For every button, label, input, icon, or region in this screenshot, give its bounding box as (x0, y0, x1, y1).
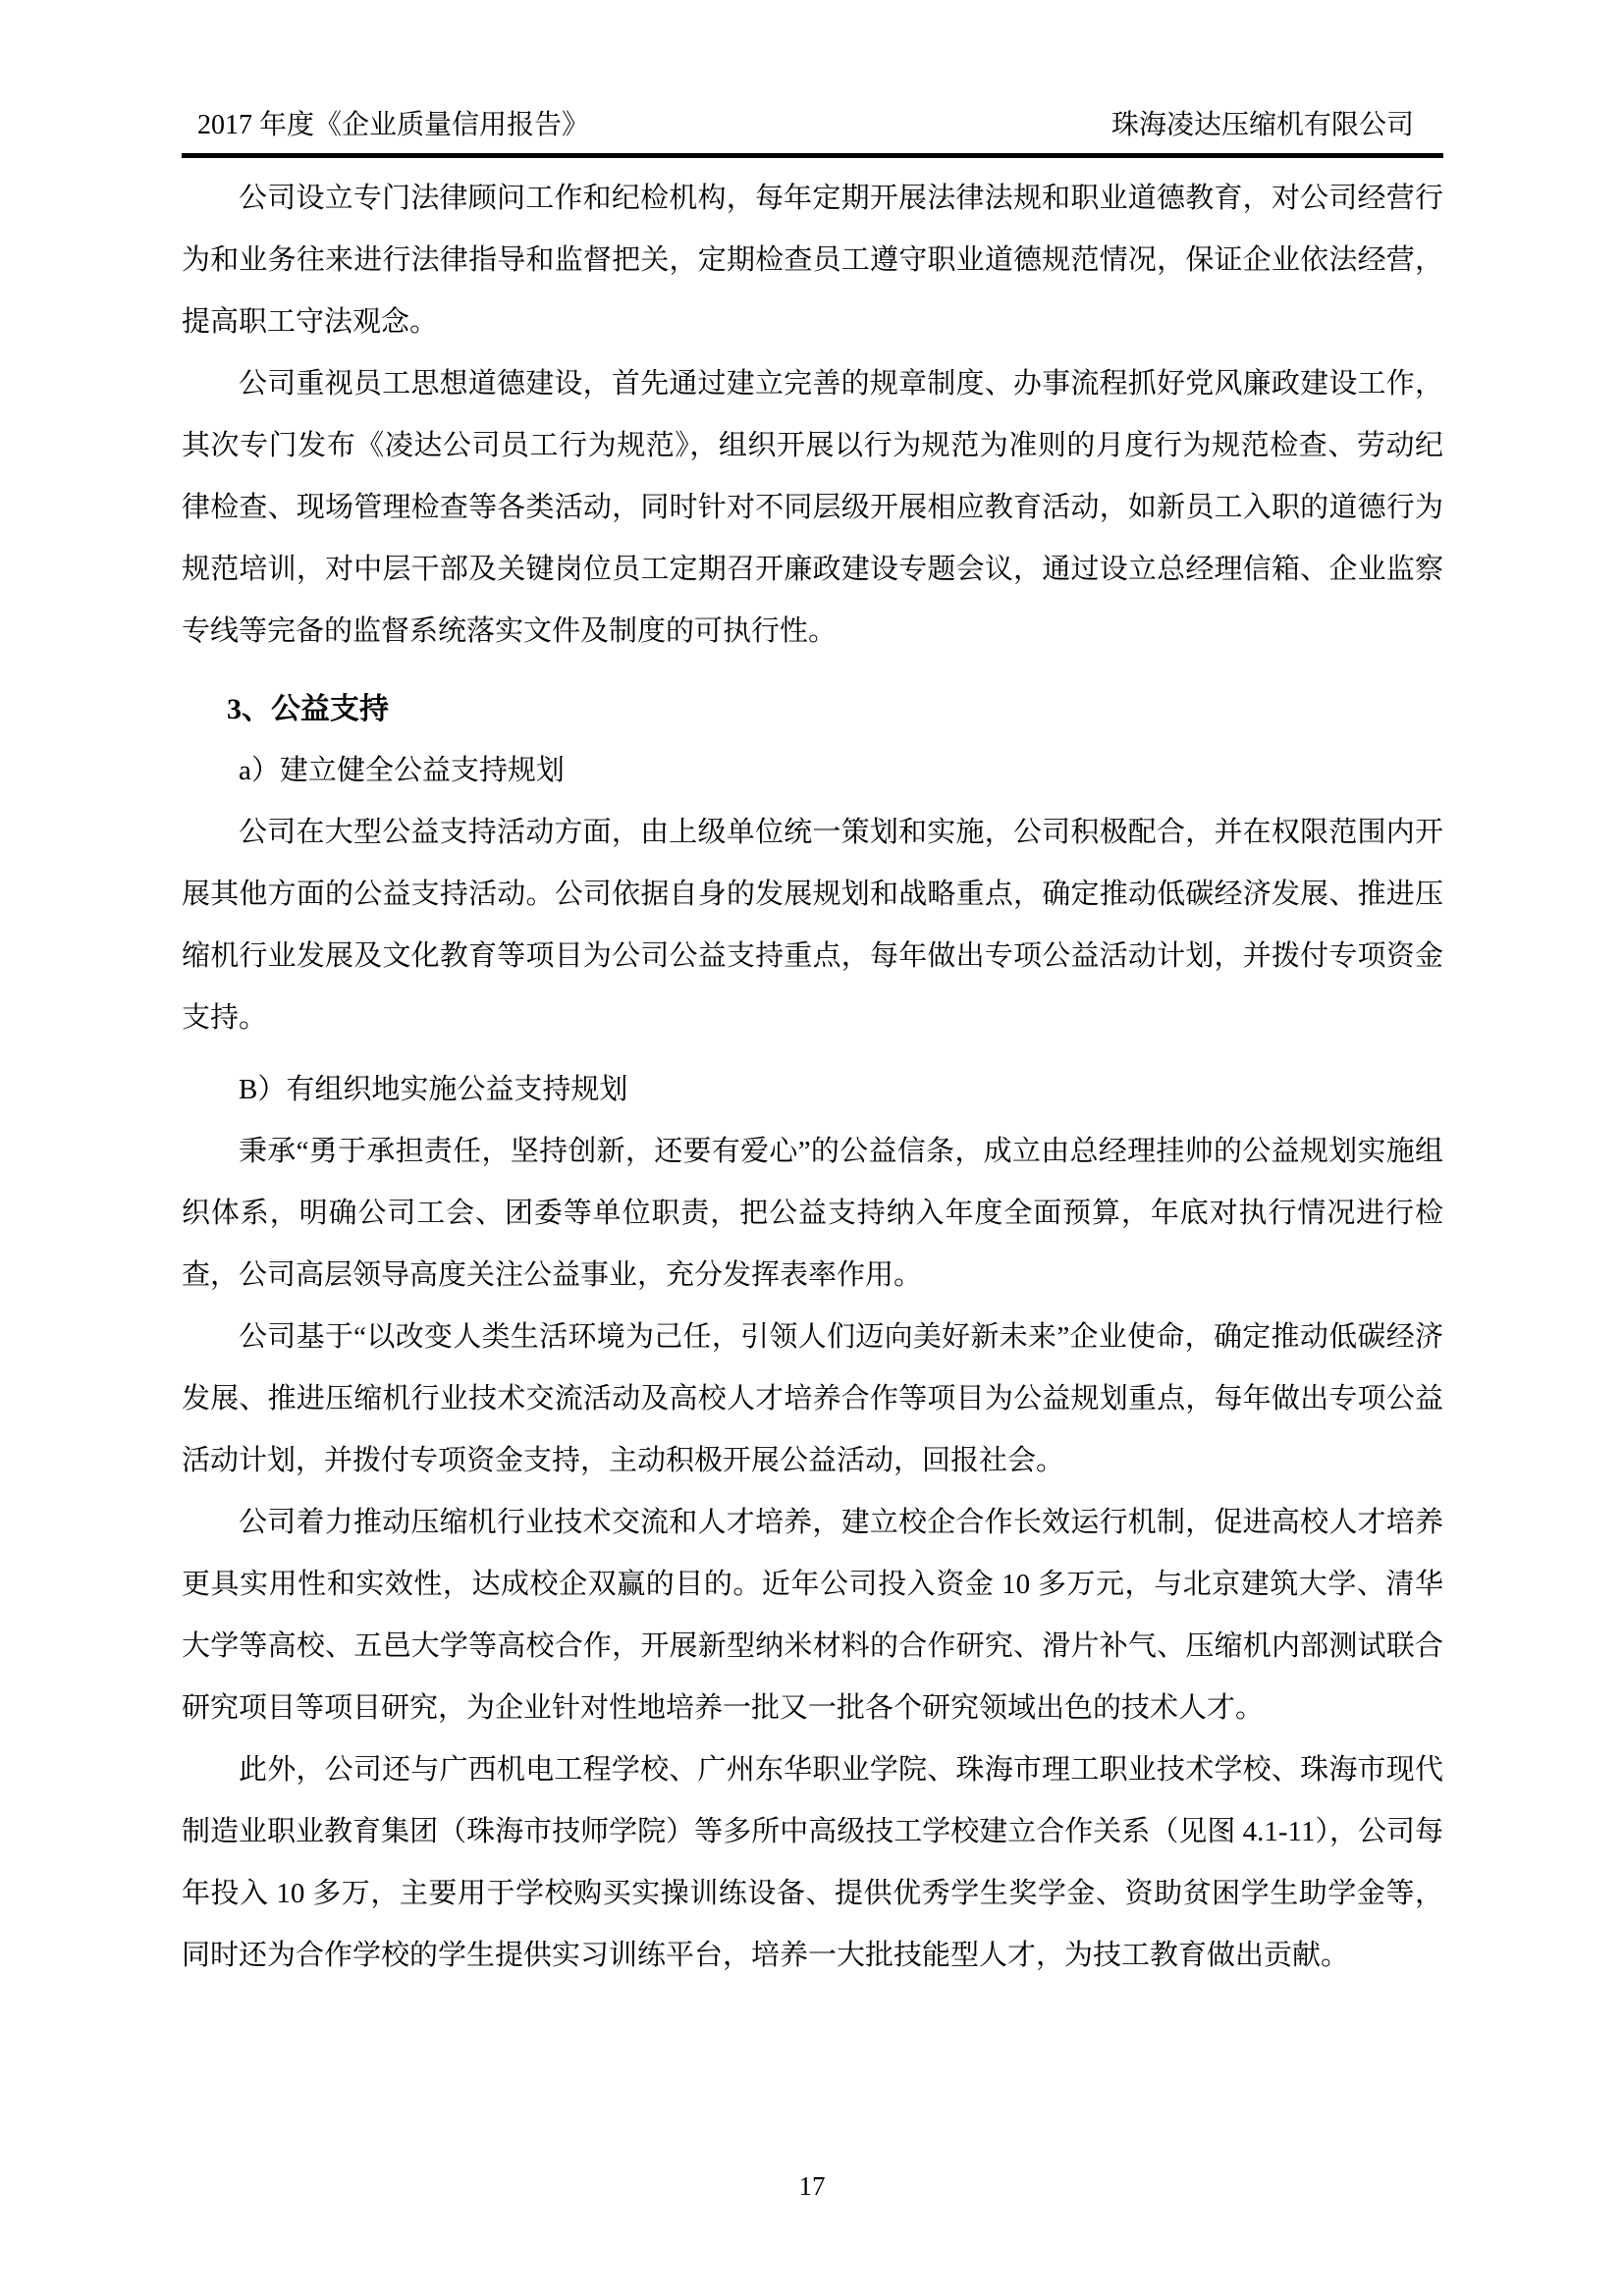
header-company-name: 珠海凌达压缩机有限公司 (1110, 110, 1414, 140)
paragraph-technical-school-cooperation: 此外，公司还与广西机电工程学校、广州东华职业学院、珠海市理工职业技术学校、珠海市现代制造业职业教育集团（珠海市技师学院）等多所中高级技工学校建立合作关系（见图 4.1-11），公司每年投入 10 多万，主要用于学校购买实操训练设备、提供优秀学生奖学金、资助贫困学生助学金等，同时还为合作学校的学生提供实习训练平台，培养一大批技能型人才，为技工教育做出贡献。 (182, 1754, 1443, 1971)
paragraph-corporate-mission-welfare: 公司基于“以改变人类生活环境为己任，引领人们迈向美好新未来”企业使命，确定推动低碳经济发展、推进压缩机行业技术交流活动及高校人才培养合作等项目为公益规划重点，每年做出专项公益活动计划，并拨付专项资金支持，主动积极开展公益活动，回报社会。 (182, 1321, 1443, 1476)
page-header (182, 110, 1443, 158)
page-footer (0, 2171, 1624, 2201)
paragraph-university-cooperation: 公司着力推动压缩机行业技术交流和人才培养，建立校企合作长效运行机制，促进高校人才培养更具实用性和实效性，达成校企双赢的目的。近年公司投入资金 10 多万元，与北京建筑大学、清华大学等高校、五邑大学等高校合作，开展新型纳米材料的合作研究、滑片补气、压缩机内部测试联合研究项目等项目研究，为企业针对性地培养一批又一批各个研究领域出色的技术人才。 (182, 1507, 1443, 1724)
section-heading-public-welfare-support: 3、公益支持 (227, 693, 389, 725)
paragraph-legal-compliance: 公司设立专门法律顾问工作和纪检机构，每年定期开展法律法规和职业道德教育，对公司经营行为和业务往来进行法律指导和监督把关，定期检查员工遵守职业道德规范情况，保证企业依法经营，提高职工守法观念。 (182, 183, 1443, 338)
paragraph-welfare-organization-system: 秉承“勇于承担责任，坚持创新，还要有爱心”的公益信条，成立由总经理挂帅的公益规划实施组织体系，明确公司工会、团委等单位职责，把公益支持纳入年度全面预算，年底对执行情况进行检查，公司高层领导高度关注公益事业，充分发挥表率作用。 (182, 1136, 1443, 1291)
document-body (182, 168, 1443, 1987)
subheading-b-implement-welfare-plan: B）有组织地实施公益支持规划 (239, 1074, 628, 1105)
header-report-title: 2017 年度《企业质量信用报告》 (197, 110, 590, 140)
page-number: 17 (798, 2171, 826, 2201)
paragraph-moral-education: 公司重视员工思想道德建设，首先通过建立完善的规章制度、办事流程抓好党风廉政建设工作，其次专门发布《凌达公司员工行为规范》，组织开展以行为规范为准则的月度行为规范检查、劳动纪律检查、现场管理检查等各类活动，同时针对不同层级开展相应教育活动，如新员工入职的道德行为规范培训，对中层干部及关键岗位员工定期召开廉政建设专题会议，通过设立总经理信箱、企业监察专线等完备的监督系统落实文件及制度的可执行性。 (182, 368, 1443, 647)
paragraph-welfare-planning: 公司在大型公益支持活动方面，由上级单位统一策划和实施，公司积极配合，并在权限范围内开展其他方面的公益支持活动。公司依据自身的发展规划和战略重点，确定推动低碳经济发展、推进压缩机行业发展及文化教育等项目为公司公益支持重点，每年做出专项公益活动计划，并拨付专项资金支持。 (182, 817, 1443, 1034)
subheading-a-establish-welfare-plan: a）建立健全公益支持规划 (239, 755, 565, 786)
